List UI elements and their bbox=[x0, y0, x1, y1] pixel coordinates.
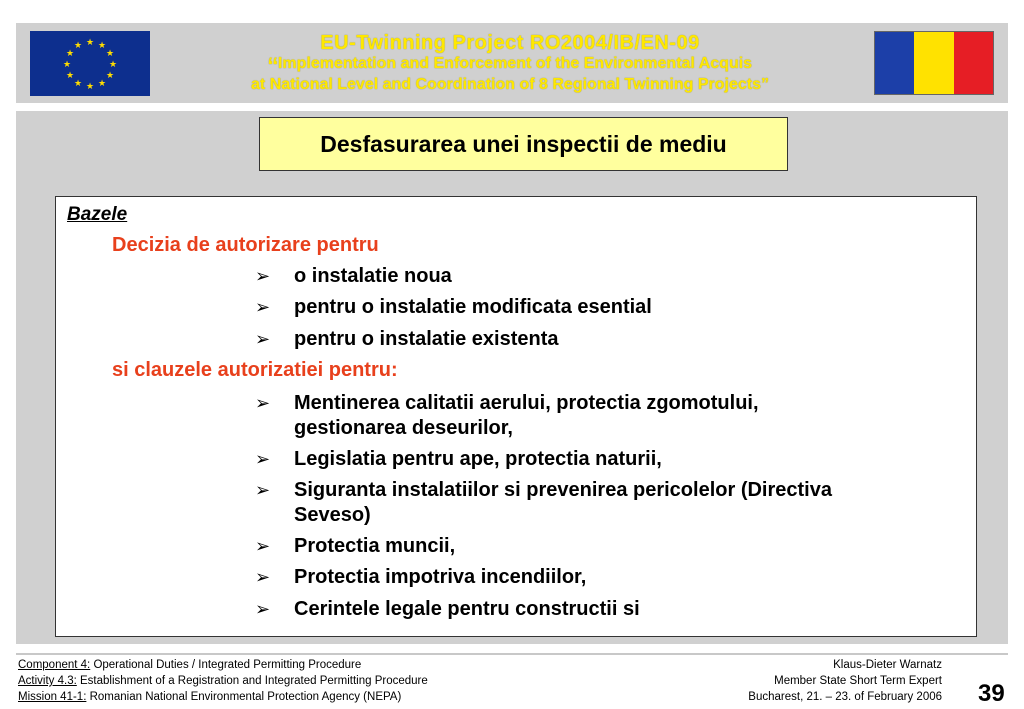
svg-text:★: ★ bbox=[85, 82, 95, 92]
list-item-line: Seveso) bbox=[294, 504, 371, 526]
romania-flag-logo bbox=[874, 31, 994, 95]
content-heading: Bazele bbox=[67, 204, 128, 225]
opening-quote: “ bbox=[267, 52, 278, 85]
arrow-bullet-icon: ➢ bbox=[255, 393, 271, 413]
project-title: EU-Twinning Project RO2004/IB/EN-09 bbox=[320, 32, 700, 54]
svg-text:★: ★ bbox=[108, 60, 118, 70]
arrow-bullet-icon: ➢ bbox=[255, 297, 271, 317]
footer-label: Component 4: bbox=[18, 659, 91, 671]
eu-flag-logo bbox=[30, 31, 150, 96]
list-item-line: gestionarea deseurilor, bbox=[294, 417, 513, 439]
svg-text:★: ★ bbox=[65, 71, 75, 81]
list-item-line: Legislatia pentru ape, protectia naturii, bbox=[294, 448, 662, 470]
project-subtitle-text: Implementation and Enforcement of the Environmental Acquis bbox=[277, 55, 753, 72]
footer-date: Bucharest, 21. – 23. of February 2006 bbox=[748, 691, 942, 703]
svg-text:★: ★ bbox=[97, 79, 107, 89]
footer-activity bbox=[18, 674, 428, 688]
list-item-line: Mentinerea calitatii aerului, protectia zgomotului, bbox=[294, 392, 759, 414]
page-number: 39 bbox=[978, 680, 1005, 707]
svg-text:★: ★ bbox=[97, 41, 107, 51]
footer-text: Romanian National Environmental Protection Agency (NEPA) bbox=[86, 691, 402, 703]
svg-text:★: ★ bbox=[62, 60, 72, 70]
section-heading-1: Decizia de autorizare pentru bbox=[112, 234, 379, 256]
svg-text:★: ★ bbox=[105, 49, 115, 59]
section-heading-2: si clauzele autorizatiei pentru: bbox=[112, 359, 398, 381]
footer-component bbox=[18, 658, 361, 672]
arrow-bullet-icon: ➢ bbox=[255, 329, 271, 349]
svg-text:★: ★ bbox=[105, 71, 115, 81]
list-item-line: Protectia impotriva incendiilor, bbox=[294, 566, 587, 588]
ro-flag-blue-stripe bbox=[875, 32, 914, 94]
arrow-bullet-icon: ➢ bbox=[255, 266, 271, 286]
footer-divider bbox=[16, 653, 1008, 655]
arrow-bullet-icon: ➢ bbox=[255, 449, 271, 469]
svg-text:★: ★ bbox=[73, 79, 83, 89]
footer-label: Activity 4.3: bbox=[18, 675, 77, 687]
footer-label: Mission 41-1: bbox=[18, 691, 87, 703]
arrow-bullet-icon: ➢ bbox=[255, 567, 271, 587]
list-item-line: Siguranta instalatiilor si prevenirea pericolelor (Directiva bbox=[294, 479, 832, 501]
footer-text: Operational Duties / Integrated Permitting Procedure bbox=[90, 659, 362, 671]
arrow-bullet-icon: ➢ bbox=[255, 599, 271, 619]
list-item: pentru o instalatie existenta bbox=[294, 328, 559, 350]
svg-text:★: ★ bbox=[85, 38, 95, 48]
slide-title: Desfasurarea unei inspectii de mediu bbox=[320, 130, 727, 157]
svg-text:★: ★ bbox=[65, 49, 75, 59]
footer-role: Member State Short Term Expert bbox=[774, 675, 942, 687]
list-item: o instalatie noua bbox=[294, 265, 452, 287]
list-item-line: Protectia muncii, bbox=[294, 535, 456, 557]
footer-text: Establishment of a Registration and Integrated Permitting Procedure bbox=[76, 675, 428, 687]
arrow-bullet-icon: ➢ bbox=[255, 480, 271, 500]
project-subtitle-line2: at National Level and Coordination of 8 Regional Twinning Projects” bbox=[251, 76, 769, 93]
footer-author: Klaus-Dieter Warnatz bbox=[833, 659, 942, 671]
list-item-line: Cerintele legale pentru constructii si bbox=[294, 598, 640, 620]
svg-text:★: ★ bbox=[73, 41, 83, 51]
footer-mission bbox=[18, 690, 401, 704]
arrow-bullet-icon: ➢ bbox=[255, 536, 271, 556]
eu-stars-icon bbox=[30, 31, 150, 96]
list-item: pentru o instalatie modificata esential bbox=[294, 296, 652, 318]
ro-flag-red-stripe bbox=[954, 32, 993, 94]
ro-flag-yellow-stripe bbox=[914, 32, 953, 94]
slide-title-box bbox=[259, 117, 788, 171]
